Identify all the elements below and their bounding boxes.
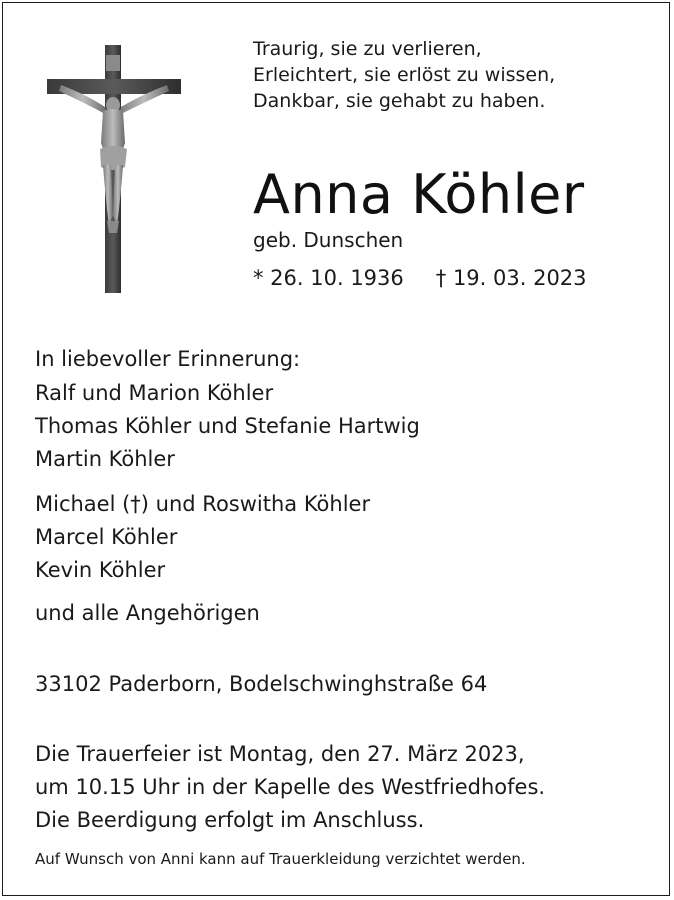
service-line: Die Beerdigung erfolgt im Anschluss. [35, 808, 425, 832]
birth-date: * 26. 10. 1936 [253, 266, 404, 290]
verse-line: Dankbar, sie gehabt zu haben. [253, 90, 546, 112]
funeral-service [35, 738, 545, 837]
crucifix-icon [47, 45, 181, 293]
mourner-line: Michael (†) und Roswitha Köhler [35, 492, 371, 516]
relatives-line: und alle Angehörigen [35, 601, 260, 625]
mourners-group-1 [35, 377, 420, 476]
mourner-line: Ralf und Marion Köhler [35, 381, 274, 405]
mourner-line: Marcel Köhler [35, 525, 178, 549]
mourners-intro: In liebevoller Erinnerung: [35, 347, 301, 371]
mourners-group-2 [35, 488, 370, 587]
death-date: † 19. 03. 2023 [435, 266, 587, 290]
life-dates [253, 264, 587, 292]
mourner-line: Kevin Köhler [35, 558, 166, 582]
service-line: um 10.15 Uhr in der Kapelle des Westfriedhofes. [35, 775, 546, 799]
deceased-name: Anna Köhler [253, 163, 585, 226]
dress-note: Auf Wunsch von Anni kann auf Trauerkleidung verzichtet werden. [35, 850, 526, 868]
mourner-line: Martin Köhler [35, 447, 175, 471]
mourner-line: Thomas Köhler und Stefanie Hartwig [35, 414, 420, 438]
obituary-frame [2, 2, 670, 896]
birth-name: geb. Dunschen [253, 228, 404, 252]
verse-line: Traurig, sie zu verlieren, [253, 38, 482, 60]
service-line: Die Trauerfeier ist Montag, den 27. März 2023, [35, 742, 525, 766]
address: 33102 Paderborn, Bodelschwinghstraße 64 [35, 672, 488, 696]
verse [253, 36, 555, 114]
verse-line: Erleichtert, sie erlöst zu wissen, [253, 64, 556, 86]
